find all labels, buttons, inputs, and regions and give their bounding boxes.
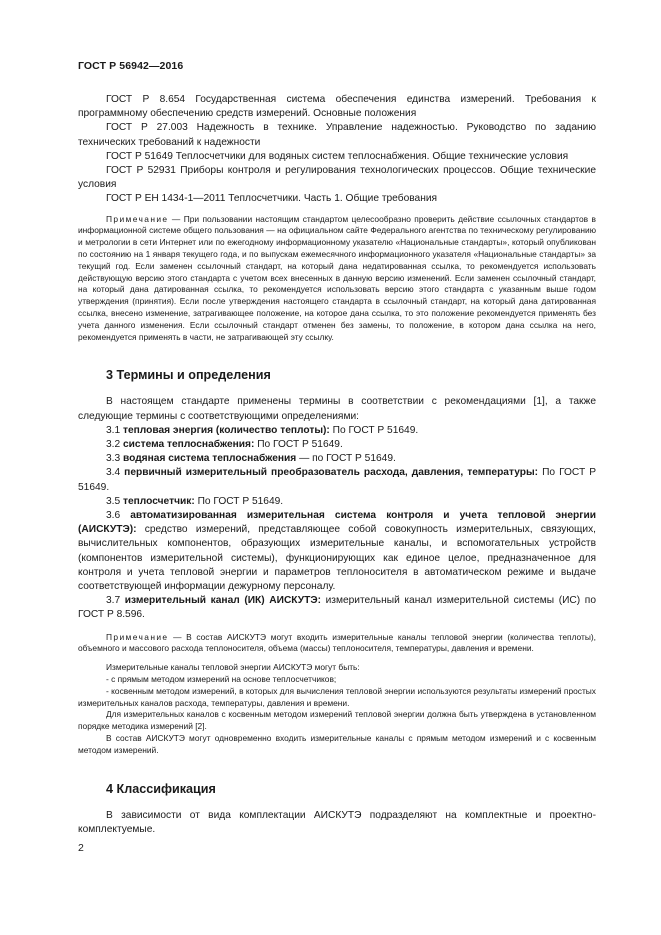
note-paragraph: Для измерительных каналов с косвенным методом измерений тепловой энергии должна быть утверждена в установленном порядке методика измерений [2]. <box>78 709 596 732</box>
term-name: измерительный канал (ИК) АИСКУТЭ: <box>124 595 321 607</box>
term-name: тепловая энергия (количество теплоты): <box>123 424 330 436</box>
document-header: ГОСТ Р 56942—2016 <box>78 60 184 72</box>
note-paragraph <box>78 214 596 344</box>
term-name: водяная система теплоснабжения <box>123 453 297 465</box>
note-label: Примечание <box>106 631 169 642</box>
term-name: первичный измерительный преобразователь расхода, давления, температуры: <box>124 467 539 479</box>
note-block <box>78 632 596 757</box>
section-3-heading: 3 Термины и определения <box>106 368 271 383</box>
term-3-3: 3.3 водяная система теплоснабжения — по ГОСТ Р 51649. <box>106 453 396 465</box>
term-3-6: 3.6 автоматизированная измерительная система контроля и учета тепловой энергии (АИСКУТЭ): средство измерений, представляющее собой совокупность измерительных, связующих, вычислительных компонентов, образующих измерительные каналы, и вспомогательных устройств (компонентов измерительной системы), функционирующих как единое целое, предназначенное для контроля и учета тепловой энергии и параметров теплоносителя в автоматическом режиме и выдаче соответствующей информации дежурному персоналу. <box>78 510 596 593</box>
section-4-heading: 4 Классификация <box>106 781 216 796</box>
note-paragraph: В состав АИСКУТЭ могут одновременно входить измерительные каналы с прямым методом измерений и с косвенным методом измерений. <box>78 733 596 755</box>
note-paragraph: Измерительные каналы тепловой энергии АИСКУТЭ могут быть: <box>106 662 360 673</box>
note-label: Примечание <box>106 213 169 224</box>
page-content <box>78 93 596 837</box>
reference-item: ГОСТ Р 27.003 Надежность в технике. Управление надежностью. Руководство по заданию технических требований к надежности <box>78 122 596 148</box>
term-3-2: 3.2 система теплоснабжения: По ГОСТ Р 51649. <box>106 439 343 450</box>
references-list <box>78 93 596 207</box>
term-3-5: 3.5 теплосчетчик: По ГОСТ Р 51649. <box>106 495 284 507</box>
note-paragraph: - с прямым методом измерений на основе теплосчетчиков; <box>106 674 337 685</box>
note-text: — При пользовании настоящим стандартом целесообразно проверить действие ссылочных стандартов в информационной системе общего пользования — на официальном сайте Федерального агентства по техническому регулированию и метрологии в сети Интернет или по ежегодному информационному указателю «Национальные стандарты», который опубликован по состоянию на 1 января текущего года, и по выпускам ежемесячного информационного указателя «Национальные стандарты» за текущий год. Если заменен ссылочный стандарт, на который дана недатированная ссылка, то рекомендуется использовать действующую версию этого стандарта с учетом всех внесенных в данную версию изменений. Если заменен ссылочный стандарт, на который дана датированная ссылка, то рекомендуется использовать версию этого стандарта с указанным выше годом утверждения (принятия). Если после утверждения настоящего стандарта в ссылочный стандарт, на который дана датированная ссылка, внесено изменение, затрагивающее положение, на которое дана ссылка, то это положение рекомендуется применять без учета данного изменения. Если ссылочный стандарт отменен без замены, то положение, в котором дана ссылка на него, рекомендуется применять в части, не затрагивающей эту ссылку. <box>78 213 596 342</box>
note-paragraph: - косвенным методом измерений, в которых для вычисления тепловой энергии используются результаты измерений простых измерительных каналов расхода, температуры, давления и времени. <box>78 685 596 708</box>
reference-item: ГОСТ Р 8.654 Государственная система обеспечения единства измерений. Требования к программному обеспечению средств измерений. Основные положения <box>78 94 596 120</box>
page-number: 2 <box>78 842 84 854</box>
term-3-7: 3.7 измерительный канал (ИК) АИСКУТЭ: измерительный канал измерительной системы (ИС) по ГОСТ Р 8.596. <box>78 595 596 621</box>
reference-item: ГОСТ Р ЕН 1434-1—2011 Теплосчетчики. Часть 1. Общие требования <box>106 193 438 205</box>
reference-item: ГОСТ Р 52931 Приборы контроля и регулирования технологических процессов. Общие технические условия <box>78 165 596 191</box>
term-name: теплосчетчик: <box>123 495 195 507</box>
term-name: автоматизированная измерительная система контроля и учета тепловой энергии (АИСКУТЭ): <box>78 510 596 536</box>
note-paragraph: Примечание — В состав АИСКУТЭ могут входить измерительные каналы тепловой энергии (количества теплоты), объемного и массового расхода теплоносителя, объема (массы) теплоносителя, температуры, давления и времени. <box>78 631 596 654</box>
term-3-4: 3.4 первичный измерительный преобразователь расхода, давления, температуры: По ГОСТ Р 51649. <box>78 467 596 493</box>
term-3-1: 3.1 тепловая энергия (количество теплоты): По ГОСТ Р 51649. <box>106 424 419 436</box>
reference-item: ГОСТ Р 51649 Теплосчетчики для водяных систем теплоснабжения. Общие технические условия <box>106 150 569 162</box>
term-name: система теплоснабжения: <box>123 439 255 450</box>
section-3-intro: В настоящем стандарте применены термины в соответствии с рекомендациями [1], а также следующие термины с соответствующими определениями: <box>78 396 596 422</box>
section-4-text: В зависимости от вида комплектации АИСКУТЭ подразделяют на комплектные и проектно-комплектуемые. <box>78 809 596 835</box>
